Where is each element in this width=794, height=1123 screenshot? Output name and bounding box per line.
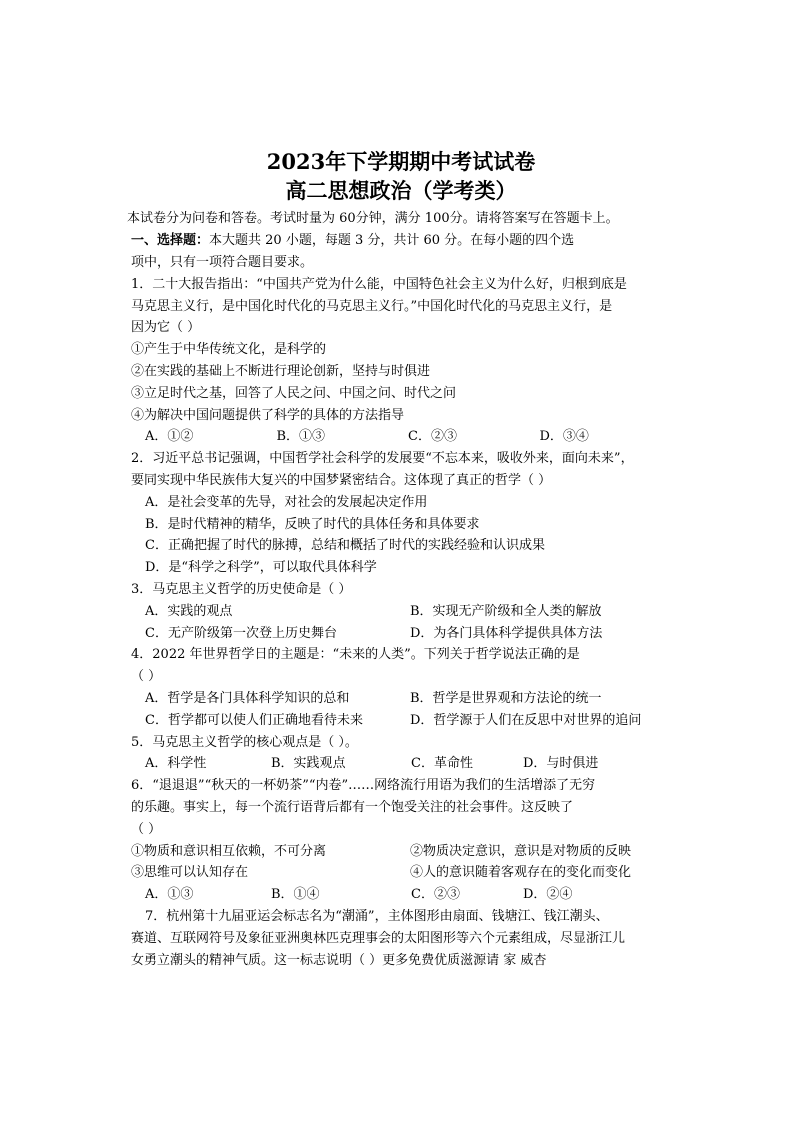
question-3-option-c: C．无产阶级第一次登上历史舞台: [145, 625, 337, 641]
section1-heading: 一、选择题：: [131, 232, 210, 248]
question-1-line-3: 因为它（ ）: [131, 320, 201, 336]
question-1-options: [131, 426, 671, 448]
question-3-option-a: A．实践的观点: [145, 603, 233, 619]
question-2-option-b: B．是时代精神的精华，反映了时代的具体任务和具体要求: [145, 516, 480, 532]
section1-desc-line1: [131, 230, 671, 252]
question-5-option-d: D．与时俱进: [523, 756, 599, 772]
question-4-line-2: （ ）: [131, 669, 162, 685]
question-6-statements-row-1: [131, 841, 671, 863]
question-1: [131, 274, 671, 448]
question-7: [131, 906, 671, 971]
question-6-statement-1: ①物质和意识相互依赖，不可分离: [131, 843, 327, 859]
question-1-option-d: D．③④: [539, 429, 589, 445]
question-2-line-2: 要同实现中华民族伟大复兴的中国梦紧密结合。这体现了真正的哲学（ ）: [131, 472, 552, 488]
question-6-statement-2: ②物质决定意识，意识是对物质的反映: [410, 843, 632, 859]
question-2-line-1: 2．习近平总书记强调，中国哲学社会科学的发展要“不忘本来，吸收外来，面向未来”，: [131, 451, 634, 467]
question-1-statement-4: ④为解决中国问题提供了科学的具体的方法指导: [131, 407, 405, 423]
question-1-line-1: 1．二十大报告指出：“中国共产党为什么能，中国特色社会主义为什么好，归根到底是: [131, 276, 627, 292]
question-4-line-1: 4．2022 年世界哲学日的主题是：“未来的人类”。下列关于哲学说法正确的是: [131, 647, 580, 663]
question-2-option-c: C．正确把握了时代的脉搏，总结和概括了时代的实践经验和认识成果: [145, 538, 545, 554]
question-1-option-b: B．①③: [276, 429, 326, 445]
question-7-line-1: 7．杭州第十九届亚运会标志名为“潮涌”，主体图形由扇面、钱塘江、钱江潮头、: [145, 908, 609, 924]
question-6-option-b: B．①④: [271, 887, 320, 903]
question-4-option-c: C．哲学都可以使人们正确地看待未来: [145, 712, 363, 728]
question-2: [131, 448, 671, 579]
question-6-statements-row-2: [131, 862, 671, 884]
question-4-option-b: B．哲学是世界观和方法论的统一: [410, 690, 602, 706]
question-6-option-d: D．②④: [523, 887, 573, 903]
question-6: [131, 775, 671, 906]
exam-title: 2023年下学期期中考试试卷: [266, 149, 536, 174]
question-3-option-d: D．为各门具体科学提供具体方法: [410, 625, 603, 641]
question-1-option-c: C．②③: [408, 429, 457, 445]
exam-content: [127, 148, 671, 971]
question-3-options-row-1: [131, 601, 671, 623]
question-2-option-a: A．是社会变革的先导，对社会的发展起决定作用: [145, 494, 428, 510]
question-6-option-a: A．①③: [145, 887, 194, 903]
question-1-statement-2: ②在实践的基础上不断进行理论创新，坚持与时俱进: [131, 363, 431, 379]
question-5-options: [131, 753, 671, 775]
question-6-statement-3: ③思维可以认知存在: [131, 865, 249, 881]
question-4-options-row-2: [131, 710, 671, 732]
exam-instructions: 本试卷分为问卷和答卷。考试时量为 60分钟，满分 100分。请将答案写在答题卡上。: [127, 211, 619, 226]
question-4: [131, 644, 671, 731]
question-3: [131, 579, 671, 644]
question-5-option-b: B．实践观点: [271, 756, 346, 772]
exam-subtitle: 高二思想政治（学考类）: [285, 178, 517, 203]
question-6-line-3: （ ）: [131, 821, 162, 837]
question-6-options: [131, 884, 671, 906]
question-7-line-3: 女勇立潮头的精神气质。这一标志说明（ ）更多免费优质滋源请 家 威杏: [131, 952, 547, 968]
question-7-line-2: 赛道、互联网符号及象征亚洲奥林匹克理事会的太阳图形等六个元素组成，尽显浙江儿: [131, 930, 626, 946]
question-6-line-2: 的乐趣。事实上，每一个流行语背后都有一个饱受关注的社会事件。这反映了: [131, 799, 574, 815]
question-3-line-1: 3．马克思主义哲学的历史使命是（ ）: [131, 581, 352, 597]
section1-desc-line2: 项中，只有一项符合题目要求。: [131, 254, 314, 270]
section1-desc-text: 本大题共 20 小题，每题 3 分，共计 60 分。在每小题的四个选: [209, 232, 575, 248]
question-6-statement-4: ④人的意识随着客观存在的变化而变化: [410, 865, 632, 881]
question-5-option-c: C．革命性: [411, 756, 473, 772]
question-1-statement-3: ③立足时代之基，回答了人民之问、中国之问、时代之问: [131, 385, 457, 401]
question-5-option-a: A．科学性: [145, 756, 207, 772]
question-4-options-row-1: [131, 688, 671, 710]
question-3-option-b: B．实现无产阶级和全人类的解放: [410, 603, 602, 619]
question-6-line-1: 6．“退退退”“秋天的一杯奶茶”“内卷”……网络流行用语为我们的生活增添了无穷: [131, 778, 596, 794]
question-3-options-row-2: [131, 623, 671, 645]
question-1-option-a: A．①②: [145, 429, 194, 445]
question-2-option-d: D．是“科学之科学”，可以取代具体科学: [145, 560, 377, 576]
question-5: [131, 732, 671, 776]
question-1-statement-1: ①产生于中华传统文化，是科学的: [131, 342, 327, 358]
question-4-option-a: A．哲学是各门具体科学知识的总和: [145, 690, 350, 706]
question-1-line-2: 马克思主义行，是中国化时代化的马克思主义行。”中国化时代化的马克思主义行，是: [131, 298, 613, 314]
question-6-option-c: C．②③: [411, 887, 460, 903]
question-4-option-d: D．哲学源于人们在反思中对世界的追问: [410, 712, 642, 728]
question-5-line-1: 5．马克思主义哲学的核心观点是（ ）。: [131, 734, 358, 750]
